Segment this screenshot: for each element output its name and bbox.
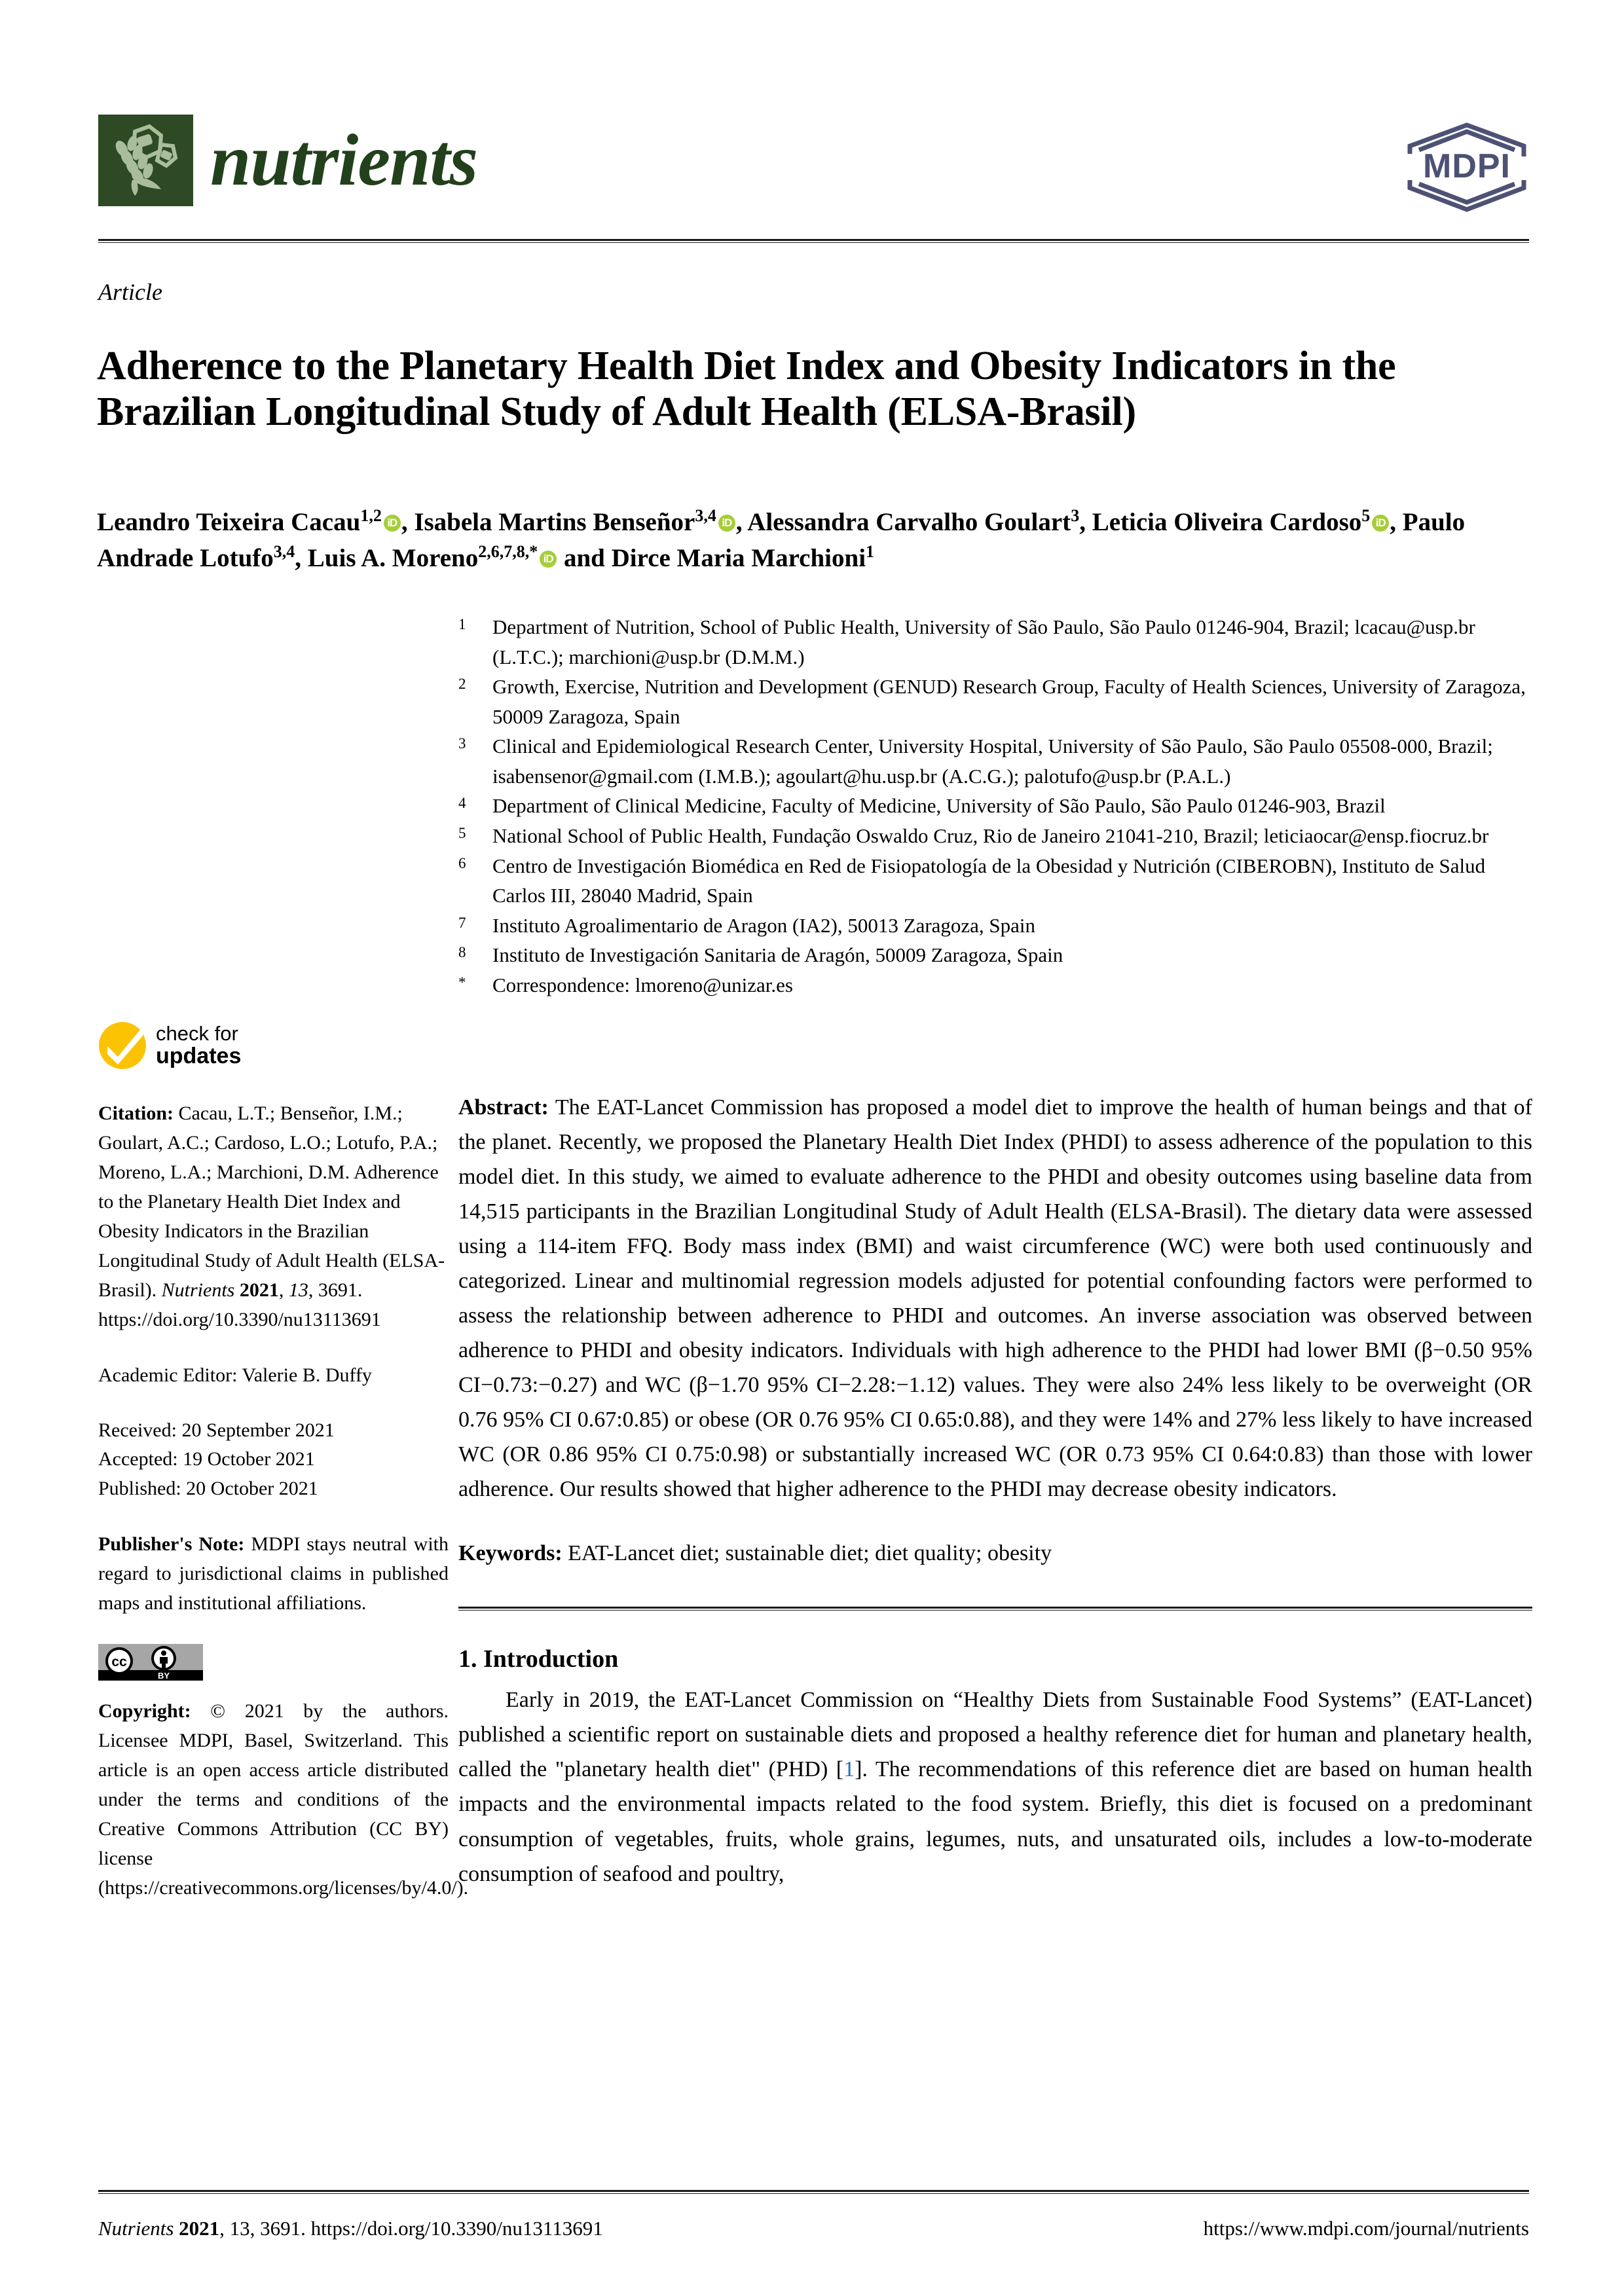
author-name: , Alessandra Carvalho Goulart [735,508,1071,536]
header-divider [98,239,1529,243]
publishers-note-text: MDPI stays neutral with regard to jurisdictional claims in published maps and institutional affiliations. [98,1533,449,1614]
abstract-text: The EAT-Lancet Commission has proposed a model diet to improve the health of human beings and that of the planet. Recently, we proposed the Planetary Health Diet Index (PHDI) to assess adherence of the population to this model diet. In this study, we aimed to evaluate adherence to the PHDI and obesity outcomes using baseline data from 14,515 participants in the Brazilian Longitudinal Study of Adult Health (ELSA-Brasil). The dietary data were assessed using a 114-item FFQ. Body mass index (BMI) and waist circumference (WC) were both used continuously and categorized. Linear and multinomial regression models adjusted for potential confounding factors were performed to assess the relationship between adherence to PHDI and outcomes. An inverse association was observed between adherence to PHDI and obesity indicators. Individuals with high adherence to the PHDI had lower BMI (β−0.50 95% CI−0.73:−0.27) and WC (β−1.70 95% CI−2.28:−1.12) values. They were also 24% less likely to be overweight (OR 0.76 95% CI 0.67:0.85) or obese (OR 0.76 95% CI 0.65:0.88), and they were 14% and 27% less likely to have increased WC (OR 0.86 95% CI 0.75:0.98) or substantially increased WC (OR 0.73 95% CI 0.64:0.83) than those with lower adherence. Our results showed that higher adherence to the PHDI may decrease obesity indicators. [458,1095,1532,1502]
affiliation-number: 4 [458,795,466,812]
page-title: Adherence to the Planetary Health Diet Index and Obesity Indicators in the Brazilian Longitudinal Study of Adult Health (ELSA-Brasil) [97,343,1396,434]
citation-journal: Nutrients [161,1279,235,1301]
orcid-icon[interactable]: iD [384,515,401,532]
affiliation-text: Department of Clinical Medicine, Faculty of Medicine, University of São Paulo, São Paulo 01246-903, Brazil [492,794,1386,818]
citation-doi[interactable]: https://doi.org/10.3390/nu13113691 [98,1309,381,1330]
affiliation-text: Instituto Agroalimentario de Aragon (IA2), 50013 Zaragoza, Spain [492,913,1036,937]
author-name: Leandro Teixeira Cacau [97,508,361,536]
article-type-label: Article [98,279,162,305]
orcid-icon[interactable]: iD [540,551,557,568]
citation-article-number: , 3691. [308,1279,363,1301]
received-date: Received: 20 September 2021 [98,1419,335,1441]
section-heading-introduction: 1. Introduction [458,1645,619,1673]
author-affiliation-marker: 3 [1071,506,1080,525]
keywords-label: Keywords: [458,1541,563,1566]
mdpi-logo-icon [1405,120,1529,215]
footer-divider [98,2190,1529,2194]
orcid-icon[interactable]: iD [718,515,735,532]
affiliation-list [458,612,1532,1000]
introduction-paragraph [458,1683,1532,1891]
affiliation-number: 5 [458,824,466,841]
affiliation-item [458,851,1532,911]
author-name: Paulo Andrade Lotufo [97,508,1466,573]
citation-volume: 13 [288,1279,308,1301]
footer-journal-url[interactable]: https://www.mdpi.com/journal/nutrients [1203,2217,1529,2240]
author-affiliation-marker: 1 [866,542,875,562]
content-divider [458,1607,1532,1611]
author-name: and Dirce Maria Marchioni [557,544,866,573]
intro-text-before-citation: Early in 2019, the EAT-Lancet Commission on “Healthy Diets from Sustainable Food Systems” (EAT-Lancet) published a scientific report on sustainable diets and proposed a healthy reference diet for human and planetary health, called the "planetary health diet" (PHD) [ [458,1688,1532,1782]
footer-journal-name: Nutrients [98,2217,174,2240]
reference-link-1[interactable]: 1 [843,1757,855,1782]
affiliation-item [458,791,1532,821]
copyright-block [98,1696,469,1903]
author-list: Leandro Teixeira Cacau$^{1,2}$ iD , Isabela Martins Benseñor$^{3,4}$ iD , Alessandra Carvalho Goulart$^3$, Leticia Oliveira Cardoso$^5$ iD , Paulo Andrade Lotufo$^{3,4}$, Luis A. Moreno$^{2,6,7,8,*}$ iD and Dirce Maria Marchioni$^1$ [97,506,1466,573]
page-header [98,115,1529,236]
affiliation-item [458,672,1532,731]
citation-authors: Cacau, L.T.; Benseñor, I.M.; Goulart, A.C.; Cardoso, L.O.; Lotufo, P.A.; Moreno, L.A.; Marchioni, D.M. Adherence to the Planetary Health Diet Index and Obesity Indicators in the Brazilian Longitudinal Study of Adult Health (ELSA-Brasil). [98,1102,445,1301]
author-affiliation-marker: 1,2 [360,506,382,525]
affiliation-item [458,911,1532,941]
footer-citation [98,2217,603,2240]
author-name: , Isabela Martins Benseñor [401,508,695,536]
svg-text:cc: cc [111,1654,127,1670]
check-for-updates-badge[interactable] [98,1021,449,1070]
affiliation-number: 1 [458,616,466,632]
affiliation-number: 3 [458,735,466,752]
affiliation-text: Clinical and Epidemiological Research Center, University Hospital, University of São Paulo, São Paulo 05508-000, Brazil; isabensenor@gmail.com (I.M.B.); agoulart@hu.usp.br (A.C.G.); palotufo@usp.br (P.A.L.) [492,735,1493,788]
copyright-text: © 2021 by the authors. Licensee MDPI, Basel, Switzerland. This article is an open access article distributed under the terms and conditions of the Creative Commons Attribution (CC BY) license (https://creativecommons.org/licenses/by/4.0/). [98,1700,469,1899]
affiliation-text: Department of Nutrition, School of Public Health, University of São Paulo, São Paulo 01246-904, Brazil; lcacau@usp.br (L.T.C.); marchioni@usp.br (D.M.M.) [492,615,1475,668]
correspondence-text[interactable]: Correspondence: lmoreno@unizar.es [492,973,793,996]
footer-year: 2021 [179,2217,220,2240]
check-mark-icon [98,1021,147,1070]
sidebar [98,1021,469,1929]
keywords-text: EAT-Lancet diet; sustainable diet; diet quality; obesity [562,1541,1052,1566]
author-affiliation-marker: 2,6,7,8,* [478,542,538,562]
check-for-updates-label [156,1023,241,1068]
intro-text-after-citation: ]. The recommendations of this reference diet are based on human health impacts and the environmental impacts related to the food system. Briefly, this diet is focused on a predominant consumption of vegetables, fruits, whole grains, legumes, nuts, and unsaturated oils, includes a low-to-moderate consumption of seafood and poultry, [458,1757,1532,1886]
publishers-note-label: Publisher's Note: [98,1533,245,1556]
keywords-section [458,1537,1532,1570]
affiliation-item [458,940,1532,970]
check-updates-line1: check for [156,1021,238,1045]
publishers-note [98,1529,449,1618]
accepted-date: Accepted: 19 October 2021 [98,1448,315,1470]
main-content [458,1090,1532,1891]
academic-editor: Academic Editor: Valerie B. Duffy [98,1364,372,1386]
author-affiliation-marker: 5 [1361,506,1371,525]
copyright-label: Copyright: [98,1700,191,1722]
citation-block: Citation: Cacau, L.T.; Benseñor, I.M.; Goulart, A.C.; Cardoso, L.O.; Lotufo, P.A.; Moreno, L.A.; Marchioni, D.M. Adherence to the Planetary Health Diet Index and Obesity Indicators in the Brazilian Longitudinal Study of Adult Health (ELSA-Brasil). Nutrients 2021, 13, 3691. https://doi.org/10.3390/nu13113691 [98,1102,445,1330]
affiliation-text: Instituto de Investigación Sanitaria de Aragón, 50009 Zaragoza, Spain [492,943,1063,967]
affiliation-number: 7 [458,914,466,931]
affiliation-number: 2 [458,676,466,693]
correspondence-item [458,970,1532,1000]
correspondence-marker: * [458,974,466,991]
affiliation-text: National School of Public Health, Fundação Oswaldo Cruz, Rio de Janeiro 21041-210, Brazil; leticiaocar@ensp.fiocruz.br [492,824,1489,847]
orcid-icon[interactable]: iD [1372,515,1389,532]
footer-citation-rest[interactable]: , 13, 3691. https://doi.org/10.3390/nu13113691 [219,2217,603,2240]
publication-dates [98,1416,449,1503]
affiliation-number: 8 [458,944,466,961]
affiliation-item [458,821,1532,851]
svg-text:BY: BY [157,1671,170,1681]
affiliation-number: 6 [458,854,466,871]
check-updates-line2: updates [156,1044,242,1069]
author-name: , Leticia Oliveira Cardoso [1079,508,1362,536]
abstract-label: Abstract: [458,1095,549,1120]
nutrients-emblem-icon [98,115,193,206]
author-affiliation-marker: 3,4 [695,506,716,525]
creative-commons-by-icon[interactable] [98,1644,203,1681]
affiliation-item [458,731,1532,791]
author-affiliation-marker: 3,4 [273,542,295,562]
affiliation-text: Growth, Exercise, Nutrition and Development (GENUD) Research Group, Faculty of Health Sciences, University of Zaragoza, 50009 Zaragoza, Spain [492,675,1526,728]
author-name: , Luis A. Moreno [295,544,479,573]
citation-year: 2021 [239,1279,279,1301]
affiliation-text: Centro de Investigación Biomédica en Red de Fisiopatología de la Obesidad y Nutrición (CIBEROBN), Instituto de Salud Carlos III, 28040 Madrid, Spain [492,854,1486,907]
published-date: Published: 20 October 2021 [98,1477,318,1499]
abstract-section [458,1090,1532,1506]
affiliation-item [458,612,1532,672]
journal-title: nutrients [210,120,478,201]
svg-text:MDPI: MDPI [1423,147,1511,185]
journal-logo [98,115,477,206]
citation-label: Citation: [98,1102,174,1124]
